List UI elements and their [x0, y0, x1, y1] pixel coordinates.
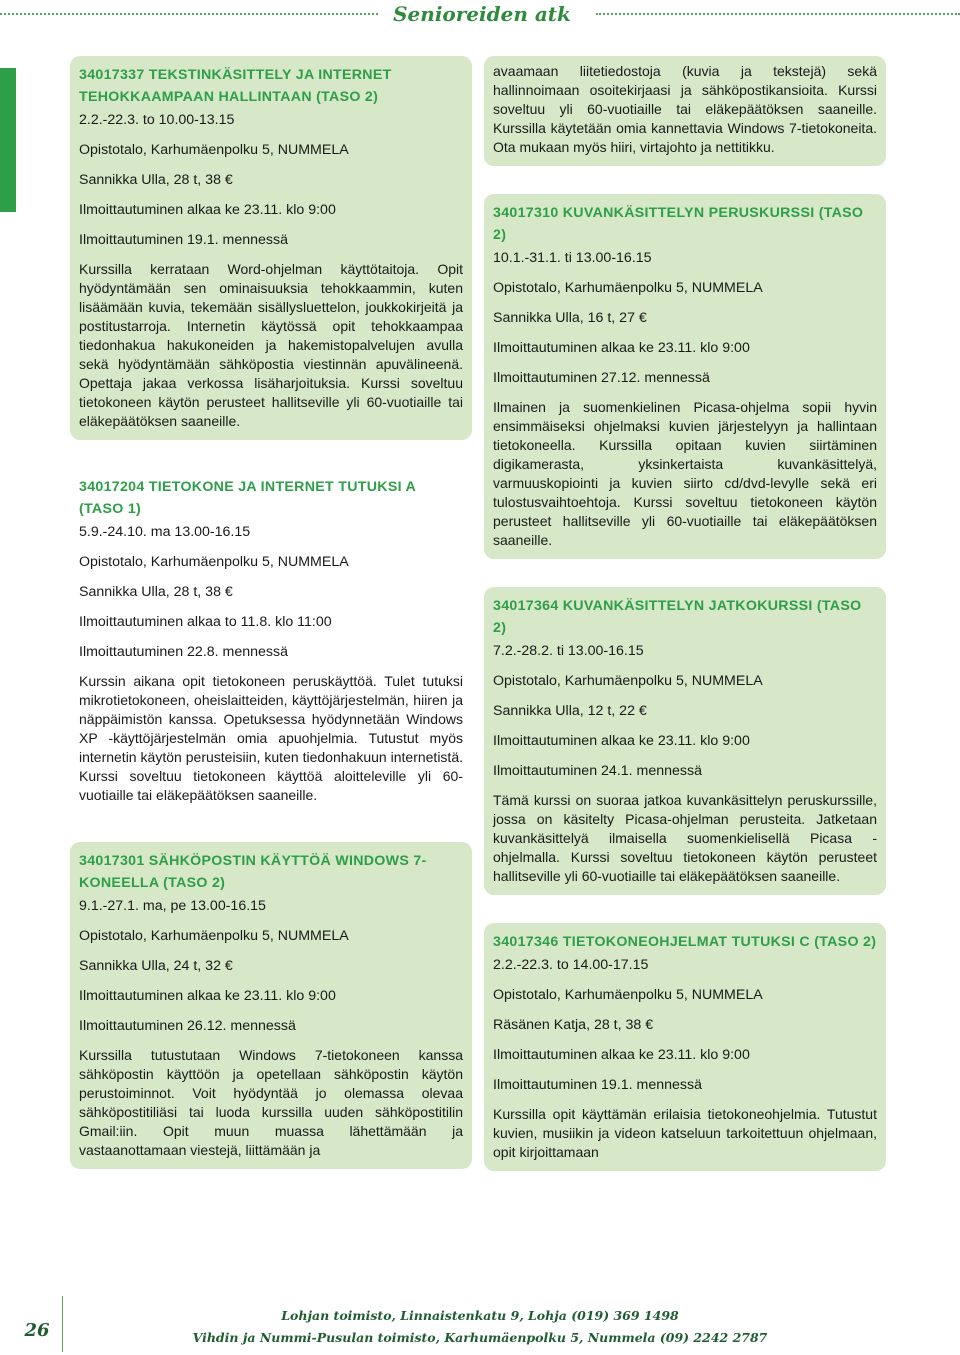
course-card: [70, 842, 472, 1169]
course-location: Opistotalo, Karhumäenpolku 5, NUMMELA: [79, 928, 349, 944]
course-registration-deadline: Ilmoittautuminen 19.1. mennessä: [493, 1077, 702, 1093]
course-teacher: Sannikka Ulla, 28 t, 38 €: [79, 172, 233, 188]
course-dates: 7.2.-28.2. ti 13.00-16.15: [493, 643, 644, 659]
course-dates: 9.1.-27.1. ma, pe 13.00-16.15: [79, 898, 266, 914]
course-description: Ilmainen ja suomenkielinen Picasa-ohjelma sopii hyvin ensimmäiseksi ohjelmaksi kuvien järjestelyyn ja hallintaan tietokoneella. Kurssilla opitaan kuvien siirtäminen digikamerasta, yksinkertaista kuvankäsittelyä, varmuuskopiointi ja kuvien siirto cd/dvd-levylle sekä eri tulostusvaihtoehtoja. Kurssi soveltuu tietokoneen käytön perusteet hallitseville yli 60-vuotiaille tai eläkepäätöksen saaneille.: [493, 399, 877, 548]
course-description: Kurssilla kerrataan Word-ohjelman käyttötaitoja. Opit hyödyntämään sen ominaisuuksia tehokkaammin, kuten lisäämään kuvia, tekemään sisällysluettelon, joukkokirjeitä ja postitustarroja. Internetin käytössä opit tehokkaampaa tiedonhakua hakukoneiden ja hakemistopalvelujen avulla sekä hyödyntämään sähköpostia viestinnän apuvälineenä. Opettaja jakaa verkossa lisäharjoituksia. Kurssi soveltuu tietokoneen käytön perusteet hallitseville yli 60-vuotiaille tai eläkepäätöksen saaneille.: [79, 261, 463, 429]
left-column: [70, 56, 472, 1197]
footer-contact: [170, 1305, 790, 1349]
course-registration-deadline: Ilmoittautuminen 24.1. mennessä: [493, 763, 702, 779]
course-registration-deadline: Ilmoittautuminen 22.8. mennessä: [79, 644, 288, 660]
course-location: Opistotalo, Karhumäenpolku 5, NUMMELA: [79, 554, 349, 570]
course-card-continued: [484, 56, 886, 166]
course-dates: 2.2.-22.3. to 10.00-13.15: [79, 112, 235, 128]
course-card: [484, 194, 886, 559]
course-description-continued: avaamaan liitetiedostoja (kuvia ja tekstejä) sekä hallinnoimaan osoitekirjaasi ja sähköpostikansioita. Kurssi soveltuu yli 60-vuotiaille tai eläkepäätöksen saaneille. Kurssilla käytetään omia kannettavia Windows 7-tietokoneita. Ota mukaan myös hiiri, virtajohto ja nettitikku.: [493, 63, 877, 155]
course-card: [70, 468, 472, 814]
page-number-divider: [62, 1296, 63, 1352]
footer-line-vihti: Vihdin ja Nummi-Pusulan toimisto, Karhumäenpolku 5, Nummela (09) 2242 2787: [192, 1330, 768, 1345]
course-teacher: Sannikka Ulla, 24 t, 32 €: [79, 958, 233, 974]
course-registration-deadline: Ilmoittautuminen 19.1. mennessä: [79, 232, 288, 248]
course-title: 34017346 TIETOKONEOHJELMAT TUTUKSI C (TASO 2): [493, 934, 877, 950]
course-location: Opistotalo, Karhumäenpolku 5, NUMMELA: [493, 987, 763, 1003]
course-location: Opistotalo, Karhumäenpolku 5, NUMMELA: [79, 142, 349, 158]
page-number: 26: [24, 1320, 50, 1341]
course-registration-start: Ilmoittautuminen alkaa ke 23.11. klo 9:00: [79, 988, 336, 1004]
course-card: [70, 56, 472, 440]
course-title: 34017310 KUVANKÄSITTELYN PERUSKURSSI (TASO 2): [493, 205, 864, 243]
course-teacher: Sannikka Ulla, 12 t, 22 €: [493, 703, 647, 719]
course-dates: 2.2.-22.3. to 14.00-17.15: [493, 957, 649, 973]
course-registration-start: Ilmoittautuminen alkaa to 11.8. klo 11:00: [79, 614, 332, 630]
header-rule-right: [596, 13, 960, 15]
course-registration-deadline: Ilmoittautuminen 26.12. mennessä: [79, 1018, 296, 1034]
course-description: Kurssin aikana opit tietokoneen peruskäyttöä. Tulet tutuksi mikrotietokoneen, oheislaitteiden, käyttöjärjestelmän, hiiren ja näppäimistön kanssa. Opetuksessa hyödynnetään Windows XP -käyttöjärjestelmän omia apuohjelmia. Tutustut myös internetin käytön perusteisiin, kuten tiedonhakuun internetistä. Kurssi soveltuu tietokoneen käyttöä aloitteleville yli 60-vuotiaille tai eläkepäätöksen saaneille.: [79, 673, 463, 803]
course-registration-start: Ilmoittautuminen alkaa ke 23.11. klo 9:00: [79, 202, 336, 218]
course-registration-start: Ilmoittautuminen alkaa ke 23.11. klo 9:00: [493, 340, 750, 356]
footer-line-lohja: Lohjan toimisto, Linnaistenkatu 9, Lohja (019) 369 1498: [281, 1308, 679, 1323]
course-title: 34017337 TEKSTINKÄSITTELY JA INTERNET TEHOKKAAMPAAN HALLINTAAN (TASO 2): [79, 67, 392, 105]
course-location: Opistotalo, Karhumäenpolku 5, NUMMELA: [493, 673, 763, 689]
course-location: Opistotalo, Karhumäenpolku 5, NUMMELA: [493, 280, 763, 296]
right-column: [484, 56, 886, 1199]
course-description: Kurssilla opit käyttämän erilaisia tietokoneohjelmia. Tutustut kuvien, musiikin ja videon katseluun tarkoitettuun ohjelmaan, opit kirjoittamaan: [493, 1106, 877, 1160]
course-teacher: Räsänen Katja, 28 t, 38 €: [493, 1017, 654, 1033]
course-teacher: Sannikka Ulla, 16 t, 27 €: [493, 310, 647, 326]
course-dates: 10.1.-31.1. ti 13.00-16.15: [493, 250, 652, 266]
course-title: 34017204 TIETOKONE JA INTERNET TUTUKSI A (TASO 1): [79, 479, 416, 517]
course-card: [484, 923, 886, 1171]
course-registration-deadline: Ilmoittautuminen 27.12. mennessä: [493, 370, 710, 386]
header-rule-left: [0, 13, 378, 15]
course-registration-start: Ilmoittautuminen alkaa ke 23.11. klo 9:00: [493, 1047, 750, 1063]
course-registration-start: Ilmoittautuminen alkaa ke 23.11. klo 9:00: [493, 733, 750, 749]
course-card: [484, 587, 886, 895]
section-side-tab: [0, 68, 16, 212]
course-description: Kurssilla tutustutaan Windows 7-tietokoneen kanssa sähköpostin käyttöön ja opetellaan sähköpostin käytön perustoiminnot. Voit hyödyntää jo olemassa olevaa sähköpostitiliäsi tai luoda kurssilla uuden sähköpostitilin Gmail:iin. Opit muun muassa lähettämään ja vastaanottamaan viestejä, liittämään ja: [79, 1047, 463, 1158]
course-title: 34017301 SÄHKÖPOSTIN KÄYTTÖÄ WINDOWS 7-KONEELLA (TASO 2): [79, 853, 427, 891]
course-title: 34017364 KUVANKÄSITTELYN JATKOKURSSI (TASO 2): [493, 598, 862, 636]
page-header-title: Senioreiden atk: [384, 0, 580, 28]
course-dates: 5.9.-24.10. ma 13.00-16.15: [79, 524, 251, 540]
course-description: Tämä kurssi on suoraa jatkoa kuvankäsittelyn peruskurssille, jossa on käsitelty Picasa-ohjelman perusteita. Jatketaan kuvankäsittelyä ilmaisella suomenkielisellä Picasa -ohjelmalla. Kurssi soveltuu tietokoneen käytön perusteet hallitseville yli 60-vuotiaille tai eläkepäätöksen saaneille.: [493, 792, 877, 884]
course-teacher: Sannikka Ulla, 28 t, 38 €: [79, 584, 233, 600]
